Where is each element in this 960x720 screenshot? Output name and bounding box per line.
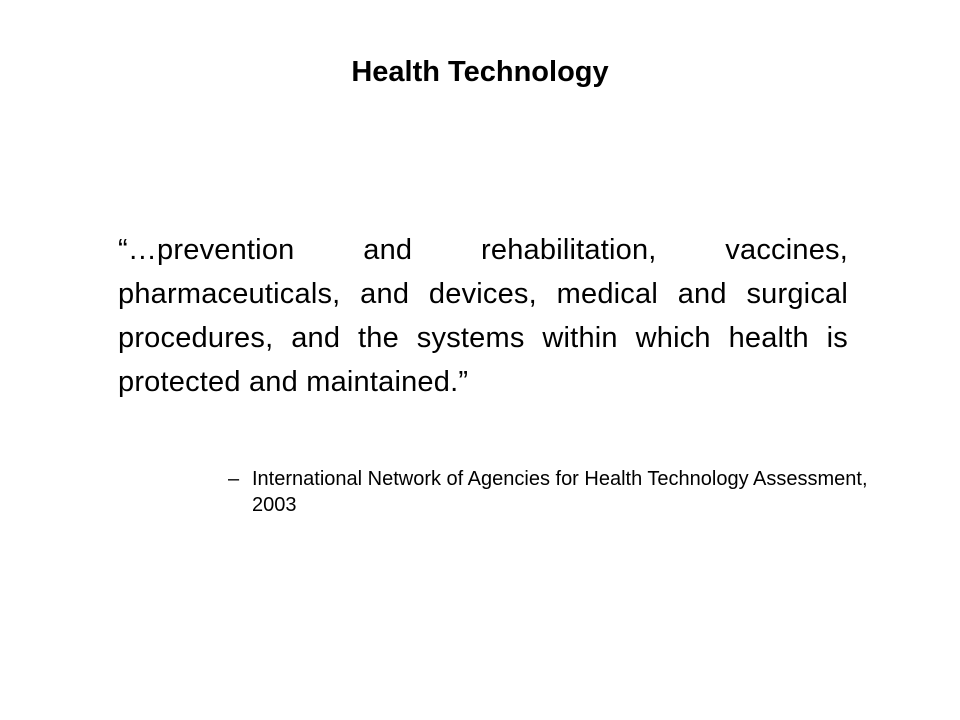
slide-title: Health Technology (351, 56, 609, 88)
definition-quote: “…prevention and rehabilitation, vaccines, pharmaceuticals, and devices, medical and surgical procedures, and the systems within which health is protected and maintained.” (118, 234, 848, 398)
attribution (228, 466, 868, 518)
attribution-text: International Network of Agencies for Health Technology Assessment, 2003 (252, 468, 868, 516)
attribution-dash: – (228, 468, 240, 490)
